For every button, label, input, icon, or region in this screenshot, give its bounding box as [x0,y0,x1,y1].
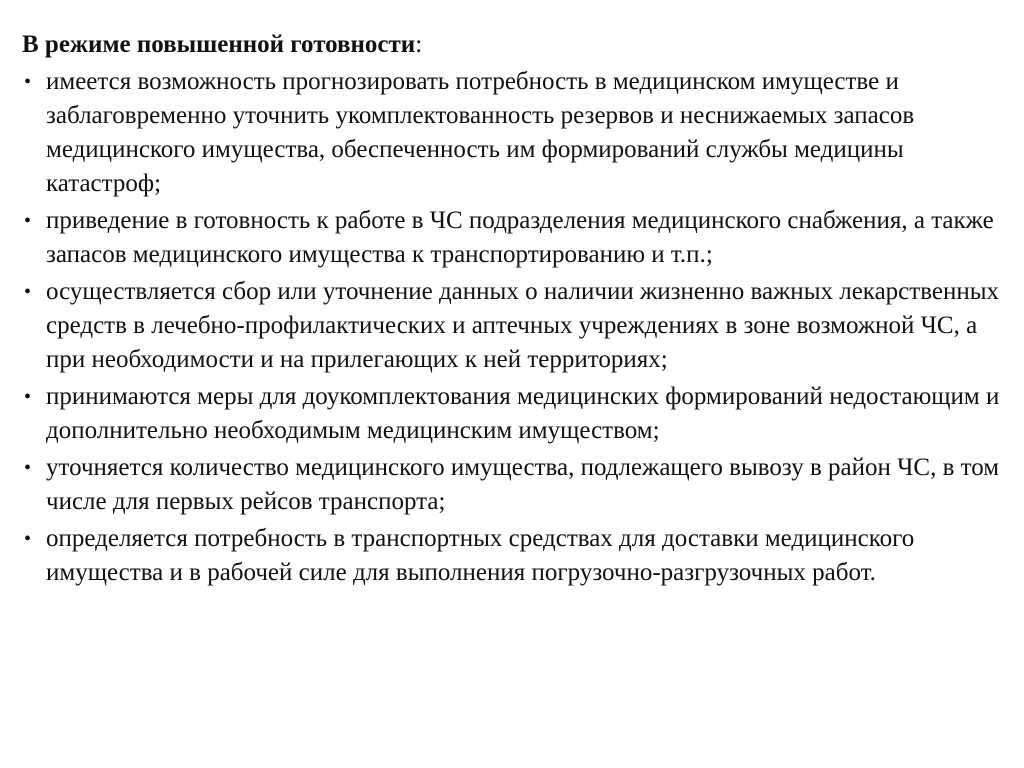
bullet-text: приведение в готовность к работе в ЧС подразделения медицинского снабжения, а также запасов медицинского имущества к транспортированию и т.п.; [46,207,994,268]
bullet-item [22,522,1002,590]
bullet-icon: • [24,281,32,303]
slide-title-text: В режиме повышенной готовности [22,31,416,58]
slide-content [22,28,1002,590]
bullet-icon: • [24,210,32,232]
bullet-icon: • [24,386,32,408]
bullet-text: имеется возможность прогнозировать потребность в медицинском имуществе и заблаговременно уточнить укомплектованность резервов и неснижаемых запасов медицинского имущества, обеспеченность им формирований службы медицины катастроф; [46,68,915,197]
bullet-icon: • [24,457,32,479]
bullet-icon: • [24,71,32,93]
bullet-icon: • [24,528,32,550]
bullet-text: принимаются меры для доукомплектования медицинских формирований недостающим и дополнительно необходимым медицинским имуществом; [46,383,1000,444]
slide-title-colon: : [415,31,423,58]
slide-title [22,28,1002,62]
bullet-item [22,380,1002,448]
bullet-text: осуществляется сбор или уточнение данных о наличии жизненно важных лекарственных средств в лечебно-профилактических и аптечных учреждениях в зоне возможной ЧС, а при необходимости и на прилегающих к ней территориях; [46,278,1000,373]
bullet-item [22,451,1002,519]
bullet-item [22,275,1002,377]
bullet-text: уточняется количество медицинского имущества, подлежащего вывозу в район ЧС, в том числе для первых рейсов транспорта; [46,454,1000,515]
bullet-text: определяется потребность в транспортных средствах для доставки медицинского имущества и в рабочей силе для выполнения погрузочно-разгрузочных работ. [46,525,915,586]
bullet-item [22,204,1002,272]
bullet-item [22,65,1002,201]
bullet-list [22,65,1002,590]
